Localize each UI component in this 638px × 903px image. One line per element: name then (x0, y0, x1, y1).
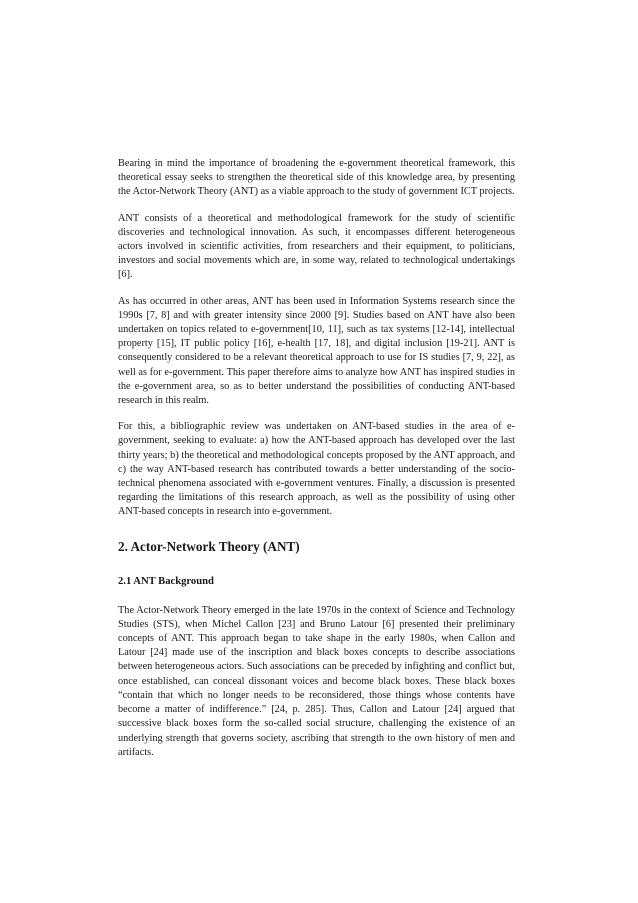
document-page (118, 157, 515, 772)
subsection-heading: 2.1 ANT Background (118, 575, 214, 587)
intro-paragraph-4: For this, a bibliographic review was undertaken on ANT-based studies in the area of e-government, seeking to evaluate: a) how the ANT-based approach has developed over the last thirty years; b) the theoretical and methodological concepts proposed by the ANT approach, and c) the way ANT-based research has contributed towards a better understanding of the socio-technical phenomena associated with e-government ventures. Finally, a discussion is presented regarding the limitations of this research approach, as well as the possibility of using other ANT-based concepts in research into e-government. (118, 421, 515, 518)
intro-paragraph-2: ANT consists of a theoretical and methodological framework for the study of scientific discoveries and technological innovation. As such, it encompasses different heterogeneous actors involved in scientific activities, from researchers and their equipment, to politicians, investors and social movements which are, in some way, related to technological undertakings [6]. (118, 212, 515, 281)
intro-paragraph-3: As has occurred in other areas, ANT has been used in Information Systems research since the 1990s [7, 8] and with greater intensity since 2000 [9]. Studies based on ANT have also been undertaken on topics related to e-government[10, 11], such as tax systems [12-14], intellectual property [15], IT public policy [16], e-health [17, 18], and digital inclusion [19-21]. ANT is consequently considered to be a relevant theoretical approach to use for IS studies [7, 9, 22], as well as for e-government. This paper therefore aims to analyze how ANT has inspired studies in the e-government area, so as to better understand the possibilities of conducting ANT-based research in this realm. (118, 295, 515, 407)
subsection-paragraph: The Actor-Network Theory emerged in the late 1970s in the context of Science and Technology Studies (STS), when Michel Callon [23] and Bruno Latour [6] presented their preliminary concepts of ANT. This approach began to take shape in the early 1980s, when Callon and Latour [24] made use of the inscription and black boxes concepts to describe associations between heterogeneous actors. Such associations can be preceded by infighting and conflict but, once established, can conceal dissonant voices and become black boxes. These black boxes “contain that which no longer needs to be reconsidered, those things whose contents have become a matter of indifference.” [24, p. 285]. Thus, Callon and Latour [24] argued that successive black boxes form the so-called social structure, challenging the existence of an underlying strength that governs society, ascribing that strength to the own history of men and artifacts. (118, 604, 515, 758)
section-heading: 2. Actor-Network Theory (ANT) (118, 538, 300, 554)
intro-paragraph-1: Bearing in mind the importance of broadening the e-government theoretical framework, this theoretical essay seeks to strengthen the theoretical side of this knowledge area, by presenting the Actor-Network Theory (ANT) as a viable approach to the study of government ICT projects. (118, 158, 515, 198)
